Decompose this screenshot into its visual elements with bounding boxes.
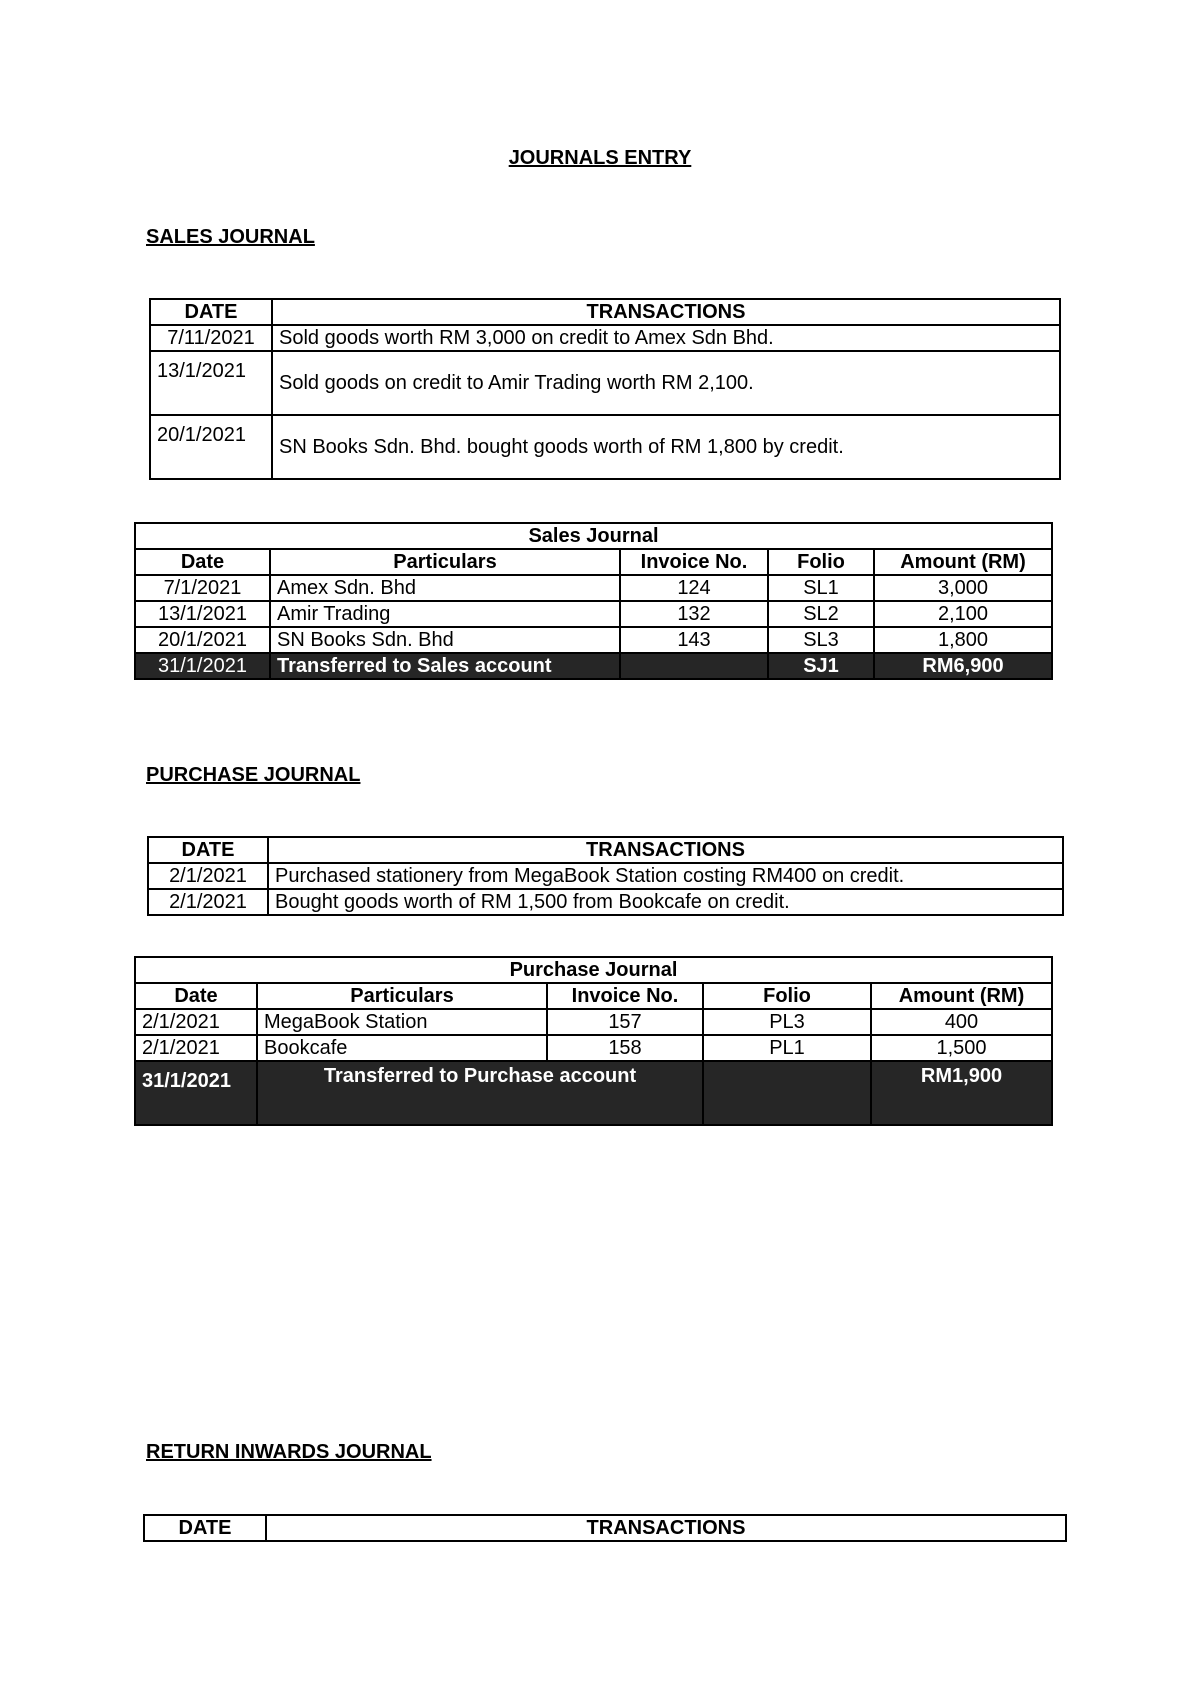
- table-row: [135, 1009, 1052, 1035]
- transaction-text: Sold goods on credit to Amir Trading worth RM 2,100.: [272, 351, 1060, 415]
- table-row: [148, 889, 1063, 915]
- purchase-transactions-table: [147, 836, 1064, 916]
- table-row: [148, 863, 1063, 889]
- row-folio: SL2: [768, 601, 874, 627]
- row-invoice: 157: [547, 1009, 703, 1035]
- sales-journal-table: [134, 522, 1053, 680]
- return-inwards-transactions-table: [143, 1514, 1067, 1542]
- row-folio: SL1: [768, 575, 874, 601]
- column-header-transactions: TRANSACTIONS: [272, 299, 1060, 325]
- column-header-date: DATE: [144, 1515, 266, 1541]
- table-row: [150, 325, 1060, 351]
- total-row: [135, 653, 1052, 679]
- transaction-date: 20/1/2021: [150, 415, 272, 479]
- purchase-journal-table: [134, 956, 1053, 1126]
- row-particulars: SN Books Sdn. Bhd: [270, 627, 620, 653]
- transaction-text: Bought goods worth of RM 1,500 from Bookcafe on credit.: [268, 889, 1063, 915]
- row-particulars: Amex Sdn. Bhd: [270, 575, 620, 601]
- row-date: 13/1/2021: [135, 601, 270, 627]
- table-row: [135, 601, 1052, 627]
- row-folio: PL1: [703, 1035, 871, 1061]
- transaction-text: SN Books Sdn. Bhd. bought goods worth of RM 1,800 by credit.: [272, 415, 1060, 479]
- total-date: 31/1/2021: [135, 653, 270, 679]
- table-row: [135, 575, 1052, 601]
- row-invoice: 124: [620, 575, 768, 601]
- row-amount: 2,100: [874, 601, 1052, 627]
- transaction-date: 7/11/2021: [150, 325, 272, 351]
- total-row: [135, 1061, 1052, 1125]
- total-amount: RM1,900: [871, 1061, 1052, 1125]
- document-title: JOURNALS ENTRY: [508, 147, 692, 169]
- total-invoice: [620, 653, 768, 679]
- column-header-invoice: Invoice No.: [620, 549, 768, 575]
- row-invoice: 143: [620, 627, 768, 653]
- row-folio: SL3: [768, 627, 874, 653]
- row-date: 20/1/2021: [135, 627, 270, 653]
- journal-title: Purchase Journal: [135, 957, 1052, 983]
- column-header-folio: Folio: [703, 983, 871, 1009]
- table-row: [135, 1035, 1052, 1061]
- row-invoice: 132: [620, 601, 768, 627]
- table-row: [150, 415, 1060, 479]
- row-date: 2/1/2021: [135, 1009, 257, 1035]
- column-header-date: DATE: [150, 299, 272, 325]
- column-header-invoice: Invoice No.: [547, 983, 703, 1009]
- column-header-particulars: Particulars: [270, 549, 620, 575]
- column-header-amount: Amount (RM): [871, 983, 1052, 1009]
- column-header-folio: Folio: [768, 549, 874, 575]
- column-header-transactions: TRANSACTIONS: [268, 837, 1063, 863]
- row-folio: PL3: [703, 1009, 871, 1035]
- total-folio: SJ1: [768, 653, 874, 679]
- purchase-journal-heading: PURCHASE JOURNAL: [146, 764, 361, 786]
- row-particulars: Bookcafe: [257, 1035, 547, 1061]
- transaction-text: Sold goods worth RM 3,000 on credit to Amex Sdn Bhd.: [272, 325, 1060, 351]
- column-header-amount: Amount (RM): [874, 549, 1052, 575]
- column-header-particulars: Particulars: [257, 983, 547, 1009]
- total-folio: [703, 1061, 871, 1125]
- return-inwards-journal-heading: RETURN INWARDS JOURNAL: [146, 1441, 432, 1463]
- row-invoice: 158: [547, 1035, 703, 1061]
- column-header-transactions: TRANSACTIONS: [266, 1515, 1066, 1541]
- table-row: [150, 351, 1060, 415]
- sales-transactions-table: [149, 298, 1061, 480]
- transaction-date: 2/1/2021: [148, 889, 268, 915]
- row-date: 2/1/2021: [135, 1035, 257, 1061]
- row-amount: 1,500: [871, 1035, 1052, 1061]
- column-header-date: DATE: [148, 837, 268, 863]
- transaction-date: 2/1/2021: [148, 863, 268, 889]
- transaction-text: Purchased stationery from MegaBook Station costing RM400 on credit.: [268, 863, 1063, 889]
- transaction-date: 13/1/2021: [150, 351, 272, 415]
- journal-title: Sales Journal: [135, 523, 1052, 549]
- row-particulars: Amir Trading: [270, 601, 620, 627]
- column-header-date: Date: [135, 983, 257, 1009]
- row-amount: 1,800: [874, 627, 1052, 653]
- sales-journal-heading: SALES JOURNAL: [146, 226, 315, 248]
- column-header-date: Date: [135, 549, 270, 575]
- row-date: 7/1/2021: [135, 575, 270, 601]
- total-date: 31/1/2021: [135, 1061, 257, 1125]
- total-amount: RM6,900: [874, 653, 1052, 679]
- row-particulars: MegaBook Station: [257, 1009, 547, 1035]
- row-amount: 400: [871, 1009, 1052, 1035]
- table-row: [135, 627, 1052, 653]
- row-amount: 3,000: [874, 575, 1052, 601]
- total-particulars: Transferred to Purchase account: [257, 1061, 703, 1125]
- total-particulars: Transferred to Sales account: [270, 653, 620, 679]
